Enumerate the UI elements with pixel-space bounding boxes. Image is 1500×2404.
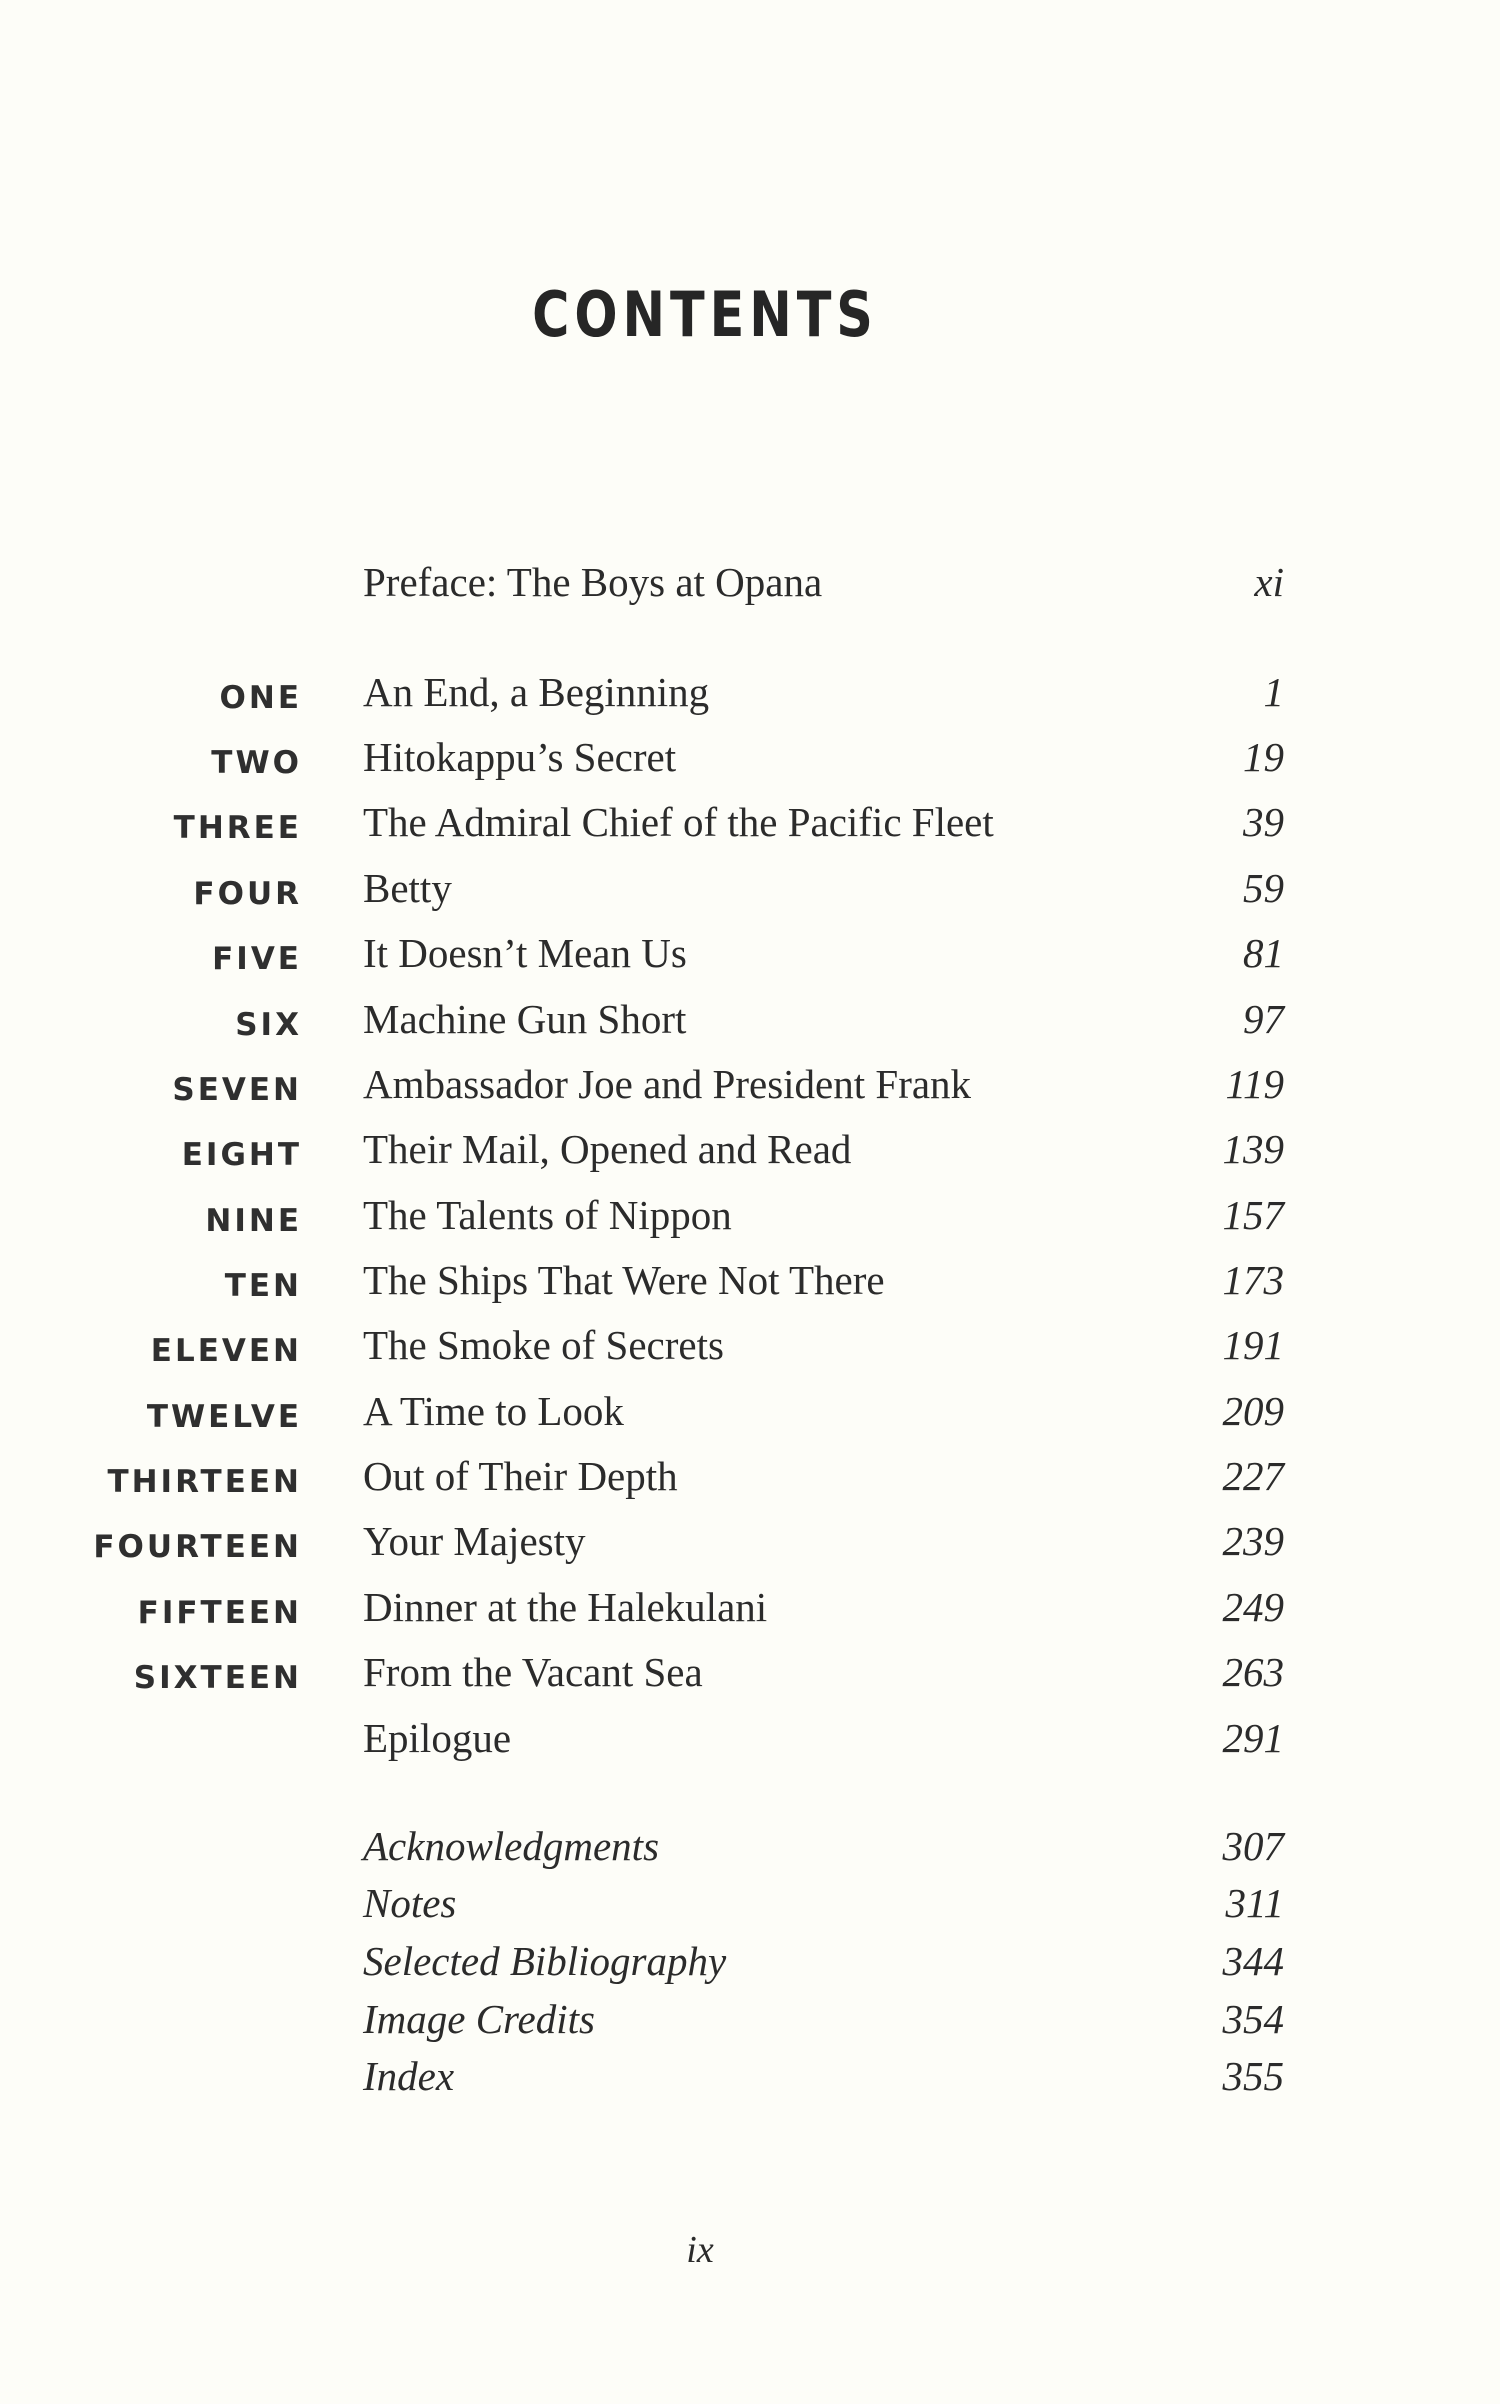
toc-entry-chapter[interactable] xyxy=(0,1321,1500,1381)
entry-title: Out of Their Depth xyxy=(363,1453,678,1499)
entry-title: Selected Bibliography xyxy=(363,1938,727,1984)
toc-entry-chapter[interactable] xyxy=(0,733,1500,793)
chapter-number: FIVE xyxy=(212,941,302,977)
page-title: CONTENTS xyxy=(532,278,878,351)
toc-entry-chapter[interactable] xyxy=(0,1125,1500,1185)
toc-entry-chapter[interactable] xyxy=(0,864,1500,924)
chapter-number: TWELVE xyxy=(146,1399,302,1435)
entry-title: Ambassador Joe and President Frank xyxy=(363,1061,972,1107)
entry-title: Index xyxy=(363,2053,455,2099)
entry-page: 355 xyxy=(1222,2053,1284,2099)
toc-entry-chapter[interactable] xyxy=(0,1387,1500,1447)
chapter-number: ONE xyxy=(219,680,302,716)
entry-page: 59 xyxy=(1243,865,1284,911)
entry-title: Epilogue xyxy=(363,1715,512,1761)
entry-page: 249 xyxy=(1222,1584,1284,1630)
entry-title: From the Vacant Sea xyxy=(363,1649,703,1695)
toc-entry-chapter[interactable] xyxy=(0,1191,1500,1251)
toc-entry-chapter[interactable] xyxy=(0,1256,1500,1316)
entry-page: 81 xyxy=(1243,930,1284,976)
chapter-number: FOUR xyxy=(193,876,302,912)
toc-entry-back-matter[interactable] xyxy=(0,1879,1500,1939)
chapter-number: EIGHT xyxy=(181,1137,302,1173)
entry-page: 139 xyxy=(1222,1126,1284,1172)
toc-entry-chapter[interactable] xyxy=(0,995,1500,1055)
toc-entry-back-matter[interactable] xyxy=(0,1995,1500,2055)
chapter-number: SIXTEEN xyxy=(133,1660,302,1696)
chapter-number: NINE xyxy=(205,1203,302,1239)
entry-title: The Smoke of Secrets xyxy=(363,1322,724,1368)
entry-page: 291 xyxy=(1222,1715,1284,1761)
entry-page: 311 xyxy=(1225,1880,1284,1926)
entry-page: 19 xyxy=(1243,734,1284,780)
toc-entry-back-matter[interactable] xyxy=(0,1937,1500,1997)
chapter-number: TWO xyxy=(211,745,302,781)
entry-page: 191 xyxy=(1222,1322,1284,1368)
entry-title: Notes xyxy=(363,1880,457,1926)
entry-page: 39 xyxy=(1243,799,1284,845)
entry-title: An End, a Beginning xyxy=(363,669,710,715)
entry-page: xi xyxy=(1254,559,1284,605)
entry-title: Dinner at the Halekulani xyxy=(363,1584,768,1630)
chapter-number: TEN xyxy=(224,1268,302,1304)
entry-title: Image Credits xyxy=(363,1996,595,2042)
toc-entry-epilogue[interactable] xyxy=(0,1714,1500,1774)
entry-page: 239 xyxy=(1222,1518,1284,1564)
page-number-folio: ix xyxy=(686,2229,714,2271)
chapter-number: SEVEN xyxy=(172,1072,302,1108)
entry-title: Preface: The Boys at Opana xyxy=(363,559,823,605)
toc-entry-back-matter[interactable] xyxy=(0,2052,1500,2112)
entry-title: Betty xyxy=(363,865,452,911)
entry-page: 1 xyxy=(1263,669,1284,715)
toc-entry-chapter[interactable] xyxy=(0,929,1500,989)
chapter-number: FIFTEEN xyxy=(137,1595,302,1631)
entry-title: It Doesn’t Mean Us xyxy=(363,930,687,976)
toc-entry-chapter[interactable] xyxy=(0,1517,1500,1577)
entry-page: 263 xyxy=(1222,1649,1284,1695)
chapter-number: ELEVEN xyxy=(150,1333,302,1369)
toc-entry-chapter[interactable] xyxy=(0,1583,1500,1643)
entry-title: The Admiral Chief of the Pacific Fleet xyxy=(363,799,994,845)
chapter-number: SIX xyxy=(235,1007,302,1043)
chapter-number: THIRTEEN xyxy=(107,1464,302,1500)
entry-page: 227 xyxy=(1222,1453,1284,1499)
entry-title: Their Mail, Opened and Read xyxy=(363,1126,852,1172)
toc-entry-chapter[interactable] xyxy=(0,1648,1500,1708)
entry-page: 97 xyxy=(1243,996,1284,1042)
toc-entry-chapter[interactable] xyxy=(0,1452,1500,1512)
entry-page: 157 xyxy=(1222,1192,1284,1238)
toc-entry-preface[interactable] xyxy=(0,558,1500,618)
toc-entry-chapter[interactable] xyxy=(0,1060,1500,1120)
entry-title: The Ships That Were Not There xyxy=(363,1257,885,1303)
entry-page: 307 xyxy=(1222,1823,1284,1869)
entry-page: 354 xyxy=(1222,1996,1284,2042)
entry-page: 173 xyxy=(1222,1257,1284,1303)
entry-title: Machine Gun Short xyxy=(363,996,687,1042)
entry-title: A Time to Look xyxy=(363,1388,624,1434)
entry-title: The Talents of Nippon xyxy=(363,1192,732,1238)
toc-entry-chapter[interactable] xyxy=(0,798,1500,858)
entry-title: Hitokappu’s Secret xyxy=(363,734,677,780)
entry-title: Your Majesty xyxy=(363,1518,586,1564)
entry-page: 344 xyxy=(1222,1938,1284,1984)
entry-page: 119 xyxy=(1225,1061,1284,1107)
entry-page: 209 xyxy=(1222,1388,1284,1434)
chapter-number: THREE xyxy=(173,810,302,846)
toc-entry-back-matter[interactable] xyxy=(0,1822,1500,1882)
entry-title: Acknowledgments xyxy=(363,1823,660,1869)
chapter-number: FOURTEEN xyxy=(93,1529,302,1565)
toc-entry-chapter[interactable] xyxy=(0,668,1500,728)
